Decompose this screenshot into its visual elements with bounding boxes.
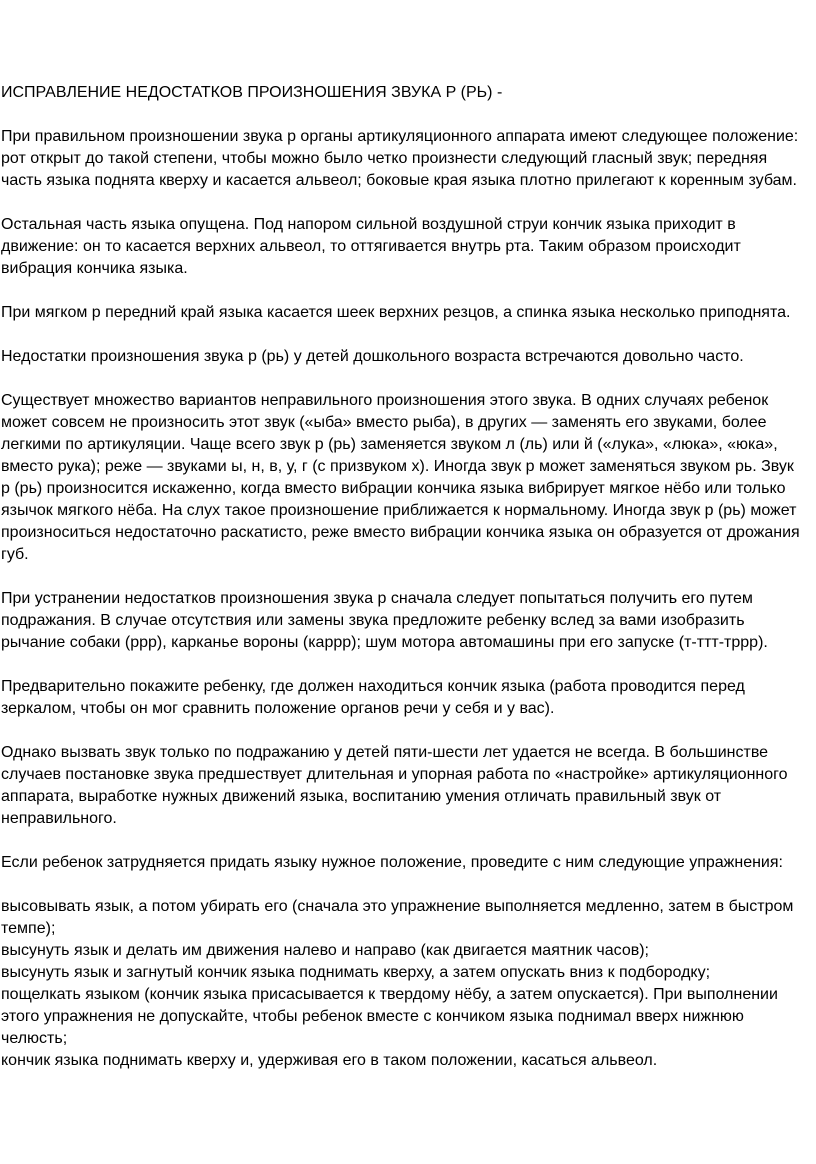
- paragraph-1: При правильном произношении звука р органы артикуляционного аппарата имеют следующее положение: рот открыт до такой степени, чтобы можно было четко произнести следующий гласный звук; передняя часть языка поднята кверху и касается альвеол; боковые края языка плотно прилегают к коренным зубам.: [1, 128, 799, 189]
- exercise-list: [1, 896, 806, 1072]
- exercise-item: высунуть язык и делать им движения налево и направо (как двигается маятник часов);: [1, 942, 649, 959]
- paragraph-6: При устранении недостатков произношения звука р сначала следует попытаться получить его путем подражания. В случае отсутствия или замены звука предложите ребенку вслед за вами изобразить рычание собаки (ррр), карканье вороны (каррр); шум мотора автомашины при его запуске (т-ттт-тррр).: [1, 590, 768, 651]
- paragraph-2: Остальная часть языка опущена. Под напором сильной воздушной струи кончик языка приходит в движение: он то касается верхних альвеол, то оттягивается внутрь рта. Таким образом происходит вибрация кончика языка.: [1, 216, 741, 277]
- document-title: ИСПРАВЛЕНИЕ НЕДОСТАТКОВ ПРОИЗНОШЕНИЯ ЗВУКА Р (РЬ) -: [1, 84, 503, 101]
- paragraph-9: Если ребенок затрудняется придать языку нужное положение, проведите с ним следующие упражнения:: [1, 854, 783, 871]
- exercise-item: кончик языка поднимать кверху и, удерживая его в таком положении, касаться альвеол.: [1, 1052, 658, 1069]
- paragraph-7: Предварительно покажите ребенку, где должен находиться кончик языка (работа проводится перед зеркалом, чтобы он мог сравнить положение органов речи у себя и у вас).: [1, 678, 745, 717]
- paragraph-3: При мягком р передний край языка касается шеек верхних резцов, а спинка языка несколько приподнята.: [1, 304, 791, 321]
- exercise-item: высунуть язык и загнутый кончик языка поднимать кверху, а затем опускать вниз к подбородку;: [1, 964, 711, 981]
- paragraph-5: Существует множество вариантов неправильного произношения этого звука. В одних случаях ребенок может совсем не произносить этот звук («ыба» вместо рыба), в других — заменять его звуками, более легкими по артикуляции. Чаще всего звук р (рь) заменяется звуком л (ль) или й («лука», «люка», «юка», вместо рука); реже — звуками ы, н, в, у, г (с призвуком х). Иногда звук р может заменяться звуком рь. Звук р (рь) произносится искаженно, когда вместо вибрации кончика языка вибрирует мягкое нёбо или только язычок мягкого нёба. На слух такое произношение приближается к нормальному. Иногда звук р (рь) может произноситься недостаточно раскатисто, реже вместо вибрации кончика языка он образуется от дрожания губ.: [1, 392, 800, 563]
- paragraph-8: Однако вызвать звук только по подражанию у детей пяти-шести лет удается не всегда. В большинстве случаев постановке звука предшествует длительная и упорная работа по «настройке» артикуляционного аппарата, выработке нужных движений языка, воспитанию умения отличать правильный звук от неправильного.: [1, 744, 788, 827]
- exercise-item: пощелкать языком (кончик языка присасывается к твердому нёбу, а затем опускается). При выполнении этого упражнения не допускайте, чтобы ребенок вместе с кончиком языка поднимал вверх нижнюю челюсть;: [1, 986, 778, 1047]
- exercise-item: высовывать язык, а потом убирать его (сначала это упражнение выполняется медленно, затем в быстром темпе);: [1, 898, 794, 937]
- paragraph-4: Недостатки произношения звука р (рь) у детей дошкольного возраста встречаются довольно часто.: [1, 348, 744, 365]
